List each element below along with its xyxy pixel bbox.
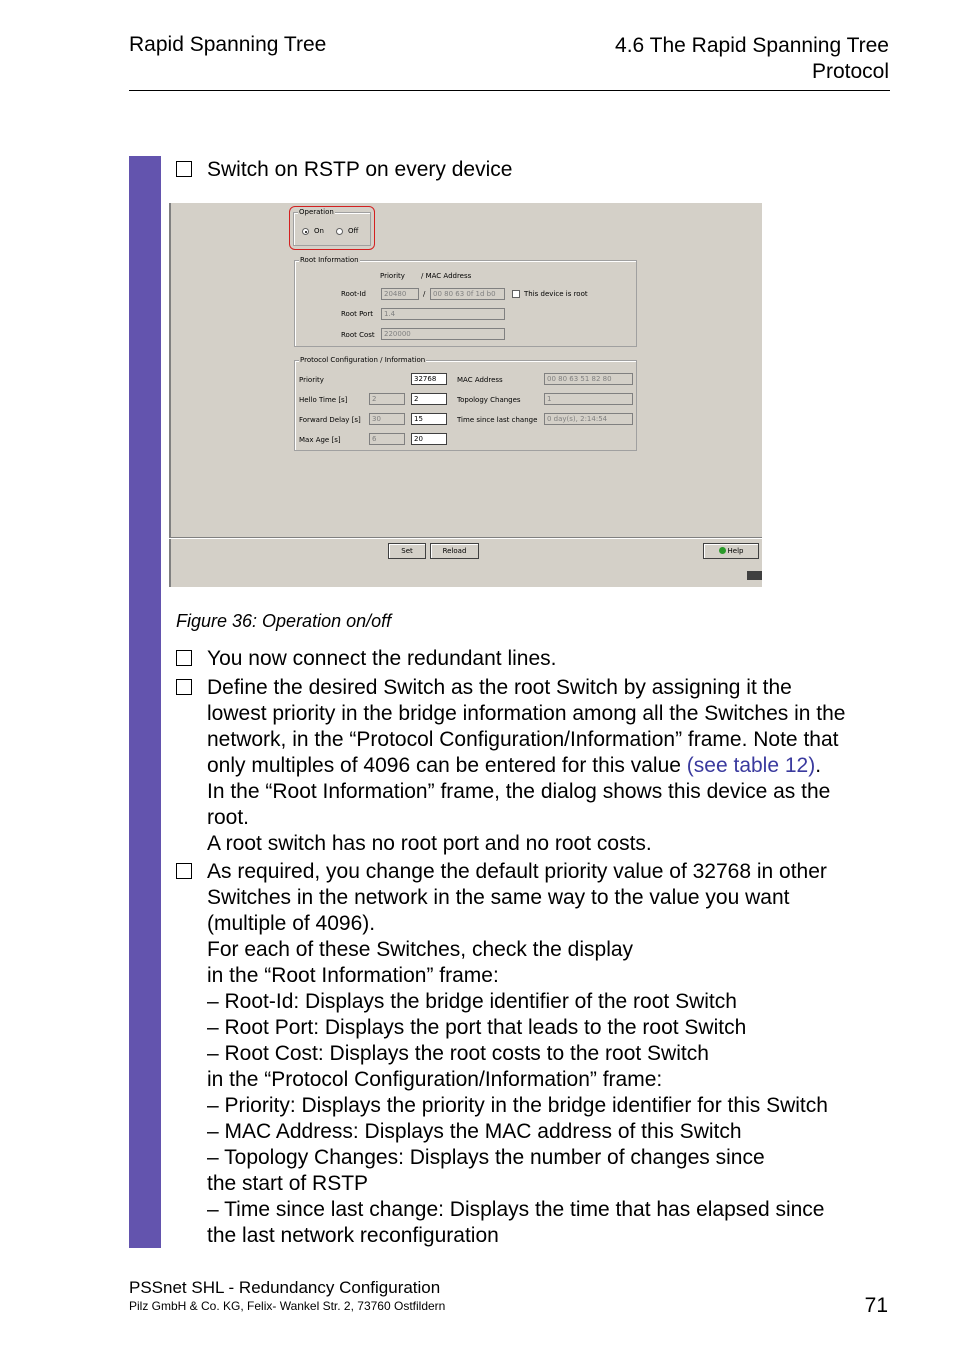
root-cost-field: 220000 <box>381 328 505 340</box>
root-id-slash: / <box>423 290 426 298</box>
hello-time-current-field: 2 <box>369 393 405 405</box>
text-line: As required, you change the default priority value of 32768 in other <box>207 860 827 883</box>
header-rule <box>129 90 890 91</box>
help-button[interactable] <box>703 543 759 559</box>
operation-on-label: On <box>314 227 324 235</box>
step-connect-redundant-lines: You now connect the redundant lines. <box>207 647 557 670</box>
text-line: Define the desired Switch as the root Switch by assigning it the <box>207 676 792 699</box>
text-line: in the “Root Information” frame: <box>207 964 499 987</box>
hello-time-input[interactable]: 2 <box>411 393 447 405</box>
priority-input[interactable]: 32768 <box>411 373 447 385</box>
max-age-label: Max Age [s] <box>299 436 341 444</box>
this-device-is-root-label: This device is root <box>524 290 588 298</box>
step-switch-on-rstp: Switch on RSTP on every device <box>207 158 513 181</box>
text-line: – Time since last change: Displays the time that has elapsed since <box>207 1198 825 1221</box>
running-header-right <box>615 33 889 85</box>
protocol-configuration-title: Protocol Configuration / Information <box>300 356 426 364</box>
root-col-mac: / MAC Address <box>421 272 472 280</box>
text-line: lowest priority in the bridge information among all the Switches in the <box>207 702 846 725</box>
step-checkbox-icon <box>176 161 192 177</box>
text-line: root. <box>207 806 250 829</box>
topology-changes-field: 1 <box>544 393 633 405</box>
step-checkbox-icon <box>176 679 192 695</box>
procedure-sidebar-bar <box>129 156 161 1248</box>
header-section-title-cont: Protocol <box>811 60 889 83</box>
root-id-label: Root-Id <box>341 290 366 298</box>
text-line: the start of RSTP <box>207 1172 369 1195</box>
topology-changes-label: Topology Changes <box>457 396 521 404</box>
operation-highlight-ring <box>289 206 375 250</box>
time-since-change-field: 0 day(s), 2:14:54 <box>544 413 633 425</box>
rstp-dialog-screenshot <box>169 203 762 587</box>
max-age-input[interactable]: 20 <box>411 433 447 445</box>
time-since-change-label: Time since last change <box>457 416 538 424</box>
see-table-12-link[interactable]: (see table 12) <box>686 754 816 777</box>
operation-off-label: Off <box>348 227 359 235</box>
dialog-button-divider <box>169 537 762 539</box>
text-line: In the “Root Information” frame, the dialog shows this device as the <box>207 780 831 803</box>
root-information-group <box>294 256 637 347</box>
header-section-title: 4.6 The Rapid Spanning Tree <box>615 34 889 57</box>
text-line <box>207 753 887 779</box>
operation-group-title: Operation <box>299 208 334 216</box>
step-checkbox-icon <box>176 863 192 879</box>
footer-title: PSSnet SHL - Redundancy Configuration <box>129 1278 441 1297</box>
step-change-priority <box>207 859 887 1249</box>
root-cost-label: Root Cost <box>341 331 375 339</box>
step-checkbox-icon <box>176 650 192 666</box>
priority-label: Priority <box>299 376 324 384</box>
root-id-priority-field: 20480 <box>381 288 419 300</box>
reload-button[interactable]: Reload <box>430 543 479 559</box>
mac-address-label: MAC Address <box>457 376 503 384</box>
applet-status-icon <box>747 571 762 580</box>
page-number: 71 <box>864 1294 888 1317</box>
text-line: – MAC Address: Displays the MAC address of this Switch <box>207 1120 742 1143</box>
figure-caption: Figure 36: Operation on/off <box>176 611 392 631</box>
root-id-mac-field: 00 80 63 0f 1d b0 <box>430 288 505 300</box>
hello-time-label: Hello Time [s] <box>299 396 348 404</box>
text-line: – Topology Changes: Displays the number of changes since <box>207 1146 765 1169</box>
max-age-current-field: 6 <box>369 433 405 445</box>
forward-delay-label: Forward Delay [s] <box>299 416 361 424</box>
footer-address: Pilz GmbH & Co. KG, Felix- Wankel Str. 2, 73760 Ostfildern <box>129 1299 446 1313</box>
text-line: For each of these Switches, check the display <box>207 938 634 961</box>
forward-delay-input[interactable]: 15 <box>411 413 447 425</box>
root-col-priority: Priority <box>380 272 405 280</box>
protocol-configuration-group <box>294 356 637 451</box>
step-define-root-switch <box>207 675 887 857</box>
text-line: – Priority: Displays the priority in the bridge identifier for this Switch <box>207 1094 828 1117</box>
root-port-field: 1.4 <box>381 308 505 320</box>
text-segment: . <box>815 754 822 777</box>
root-information-title: Root Information <box>300 256 359 264</box>
text-line: Switches in the network in the same way to the value you want <box>207 886 790 909</box>
this-device-is-root-checkbox[interactable] <box>512 290 520 298</box>
root-port-label: Root Port <box>341 310 373 318</box>
mac-address-field: 00 80 63 51 82 80 <box>544 373 633 385</box>
text-line: the last network reconfiguration <box>207 1224 499 1247</box>
text-line: in the “Protocol Configuration/Information” frame: <box>207 1068 663 1091</box>
window-border <box>169 203 171 587</box>
text-line: A root switch has no root port and no root costs. <box>207 832 652 855</box>
text-line: – Root Port: Displays the port that leads to the root Switch <box>207 1016 747 1039</box>
set-button[interactable]: Set <box>388 543 426 559</box>
text-line: – Root-Id: Displays the bridge identifier of the root Switch <box>207 990 737 1013</box>
running-header-left: Rapid Spanning Tree <box>129 33 327 56</box>
text-line: – Root Cost: Displays the root costs to the root Switch <box>207 1042 709 1065</box>
help-button-label: Help <box>727 547 744 555</box>
text-segment: only multiples of 4096 can be entered for this value <box>207 754 687 777</box>
text-line: network, in the “Protocol Configuration/Information” frame. Note that <box>207 728 839 751</box>
forward-delay-current-field: 30 <box>369 413 405 425</box>
help-icon <box>719 547 726 554</box>
text-line: (multiple of 4096). <box>207 912 376 935</box>
